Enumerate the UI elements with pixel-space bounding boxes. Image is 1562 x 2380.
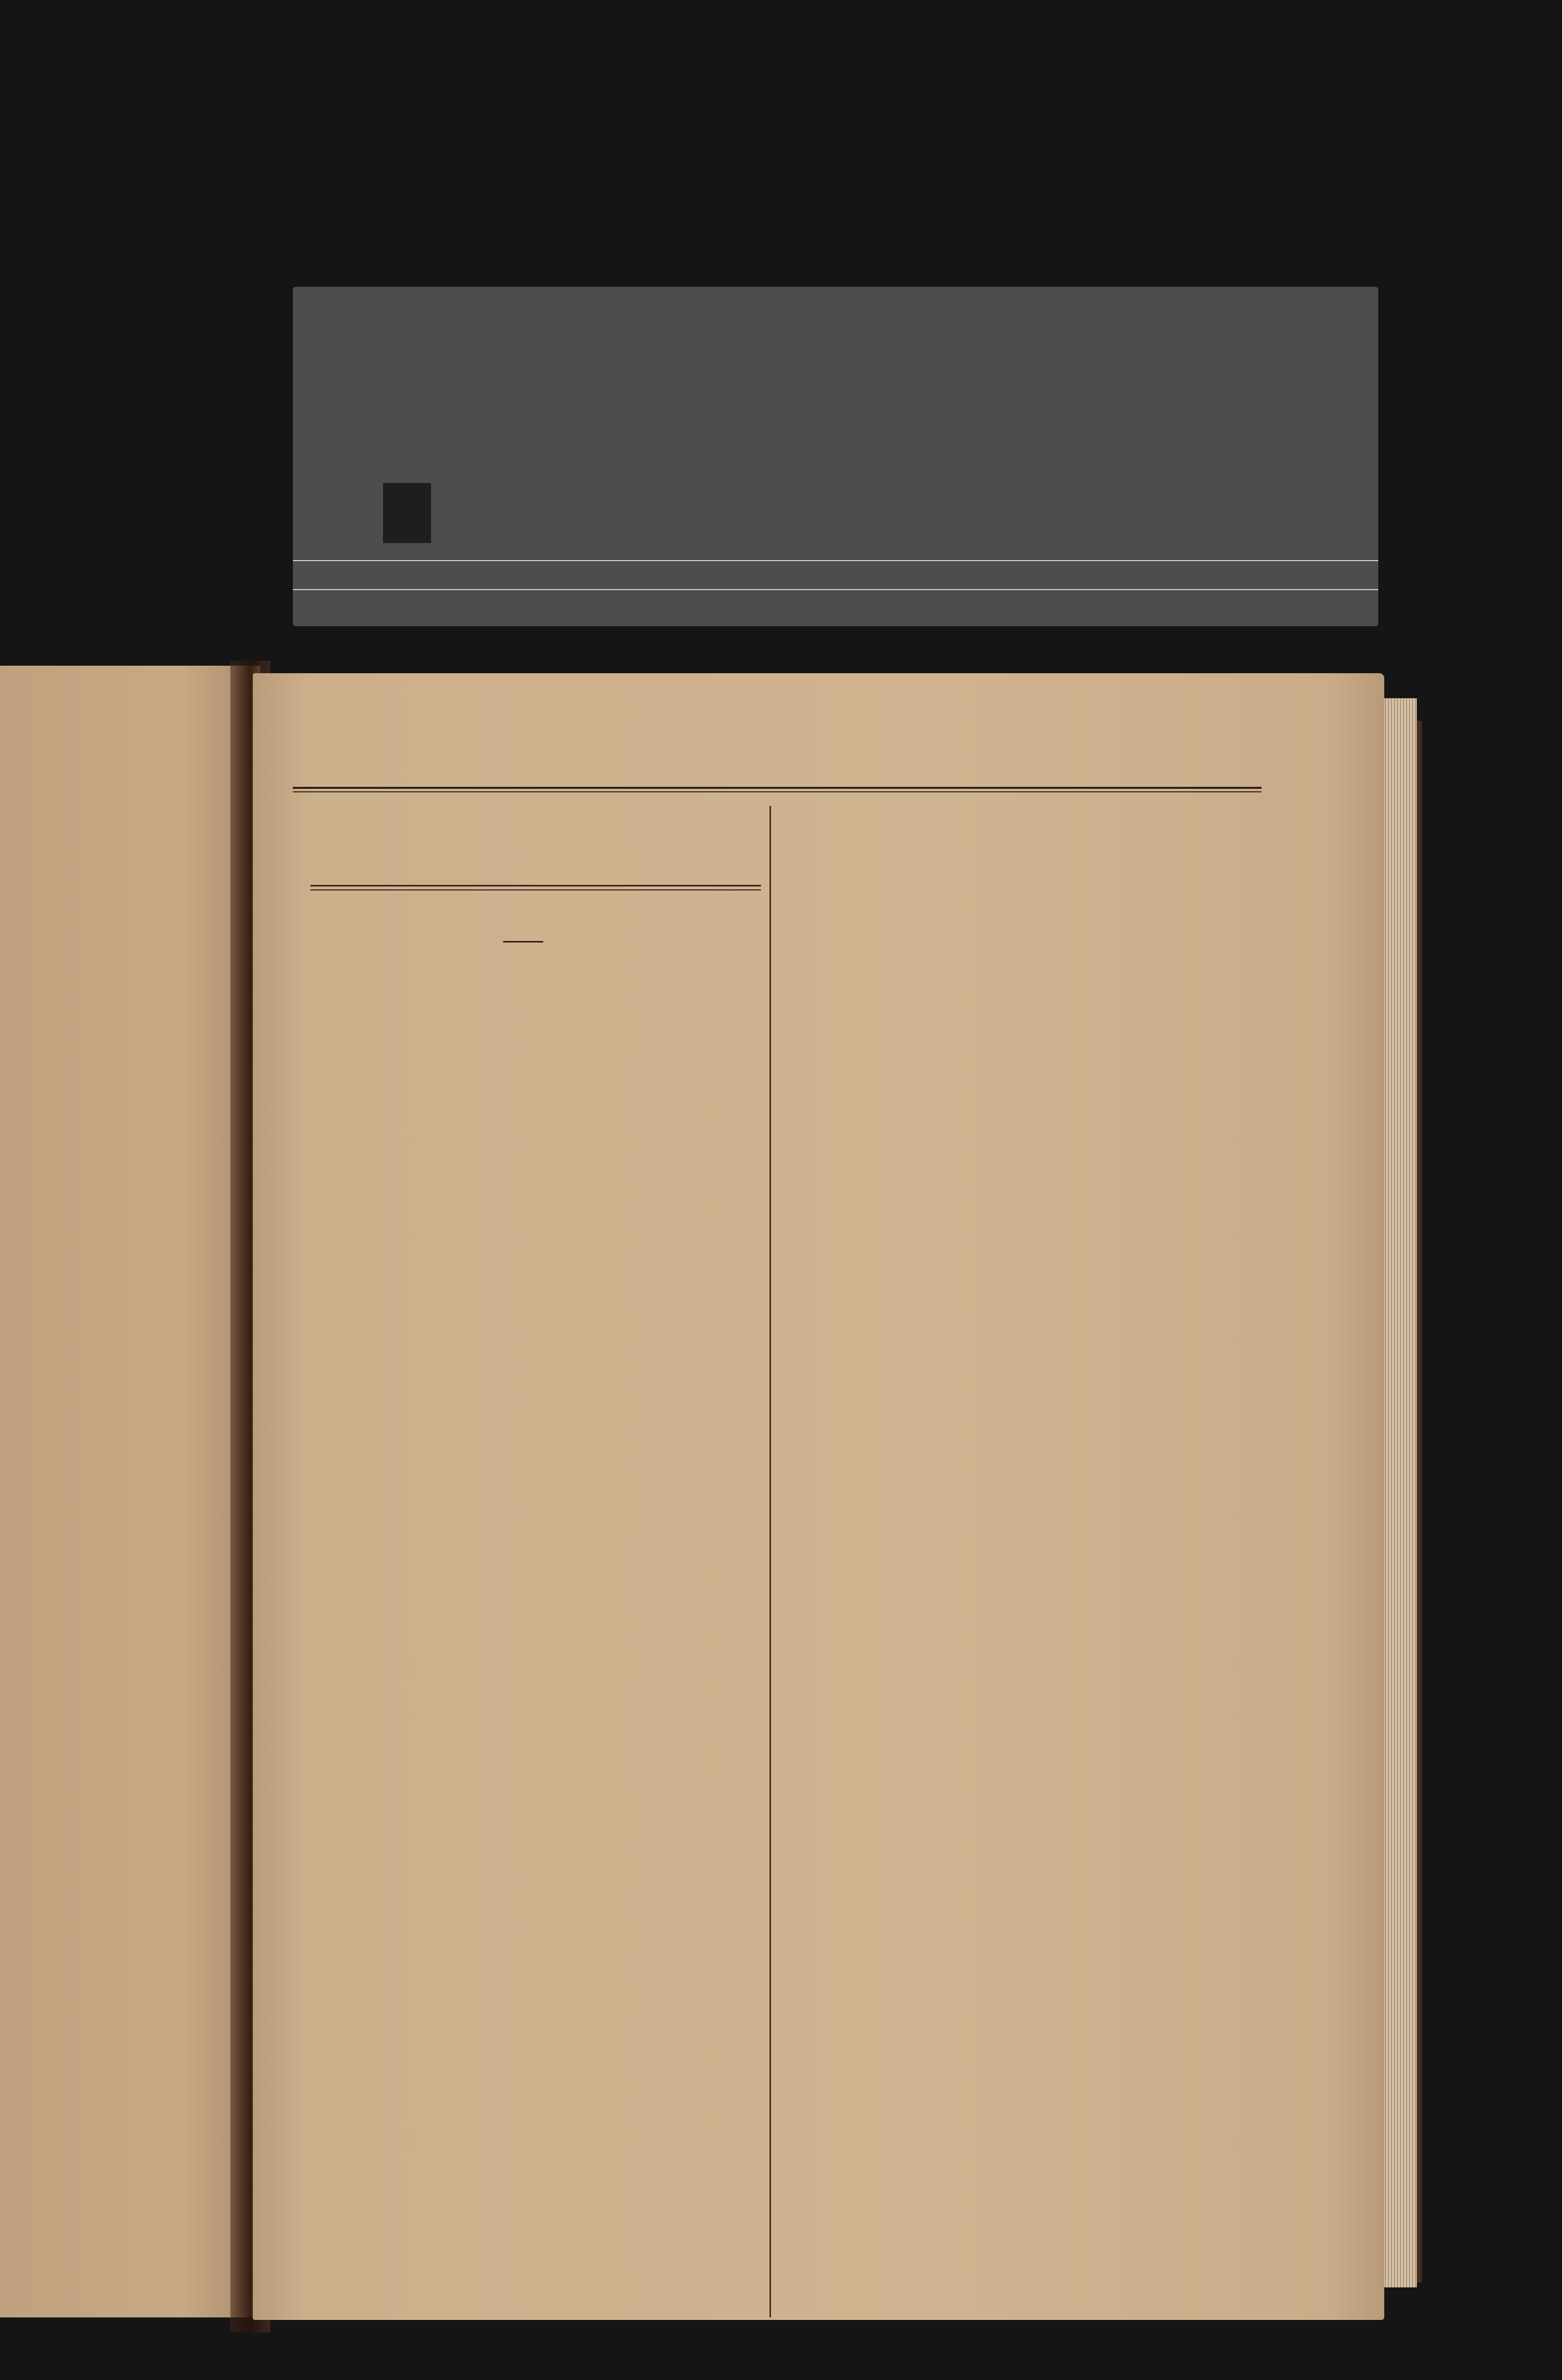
date-rule [310,885,761,886]
inch-ruler-line [293,589,1378,590]
header-rule-thin [293,791,1262,792]
column-rule [769,806,771,2317]
column-2-body [784,807,1262,2318]
left-page [0,666,260,2317]
column-1-body [270,948,753,2380]
colour-chart [293,287,1378,626]
chart-title [799,513,1099,553]
swatch-labels [293,473,1378,510]
section-rule [503,941,543,942]
cm-ruler-line [293,560,1378,561]
color-swatches-bottom [294,379,1377,469]
date-rule-thin [310,889,761,890]
brand-logo [383,483,431,543]
color-swatches-top [294,288,1377,379]
header-rule [293,787,1262,789]
